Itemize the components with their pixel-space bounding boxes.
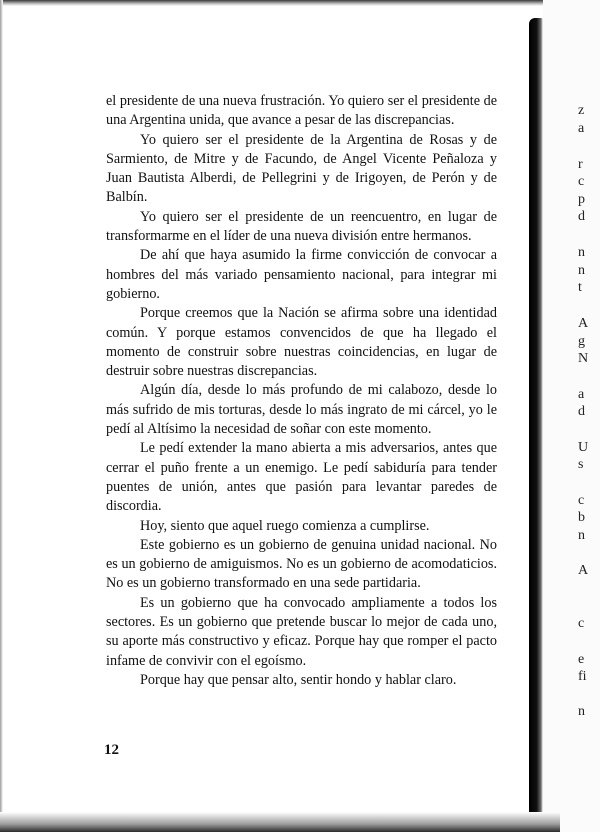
next-page-letter: n [578, 245, 585, 260]
next-page-letter: A [578, 563, 589, 578]
paragraph: Porque creemos que la Nación se afirma sobre una identidad común. Y porque estamos convencidos de que ha llegado el momento de construir sobre nuestras coincidencias, en lugar de destruir sobre nuestras discrepancias. [106, 305, 497, 380]
next-page-letter: n [578, 528, 585, 543]
next-page-letter: r [578, 157, 583, 172]
page-number: 12 [104, 742, 119, 758]
next-page-letter: n [578, 704, 585, 719]
book-gutter-shadow [529, 18, 543, 820]
paragraph: Algún día, desde lo más profundo de mi calabozo, desde lo más sufrido de mis torturas, desde lo más ingrato de mi cárcel, yo le pedí al Altísimo la necesidad de soñar con este momento. [106, 382, 497, 438]
next-page-letter: fi [578, 669, 587, 684]
paragraph: Hoy, siento que aquel ruego comienza a cumplirse. [140, 517, 430, 534]
next-page-letter: U [578, 440, 589, 455]
next-page-letter: N [578, 351, 589, 366]
paragraph: el presidente de una nueva frustración. Yo quiero ser el presidente de una Argentina unida, que avance a pesar de las discrepancias. [106, 93, 497, 129]
paragraph: Yo quiero ser el presidente de la Argentina de Rosas y de Sarmiento, de Mitre y de Facundo, de Angel Vicente Peñaloza y Juan Bautista Alberdi, de Pellegrini y de Irigoyen, de Perón y de Balbín. [106, 131, 497, 206]
next-page-letter: a [578, 121, 585, 136]
paragraph: Porque hay que pensar alto, sentir hondo y hablar claro. [140, 671, 457, 688]
next-page-letter: t [578, 280, 582, 295]
next-page-letter: z [578, 103, 585, 118]
next-page-letter: e [578, 652, 585, 667]
next-page-letter: b [578, 510, 585, 525]
next-page-edge [543, 0, 600, 832]
paragraph: Yo quiero ser el presidente de un reencuentro, en lugar de transformarme en el líder de una nueva división entre hermanos. [106, 208, 497, 245]
scan-shadow-top [0, 0, 560, 6]
paragraph: De ahí que haya asumido la firme convicción de convocar a hombres del más variado pensamiento nacional, para integrar mi gobierno. [106, 247, 497, 302]
next-page-letter: c [578, 174, 585, 189]
next-page-letter: d [578, 404, 585, 419]
next-page-letter: s [578, 457, 584, 472]
next-page-letter: a [578, 387, 585, 402]
paragraph: Es un gobierno que ha convocado ampliamente a todos los sectores. Es un gobierno que pretende buscar lo mejor de cada uno, su aporte más constructivo y eficaz. Porque hay que romper el pacto infame de convivir con el egoísmo. [106, 594, 497, 669]
book-page-text [106, 92, 497, 690]
next-page-letter: c [578, 493, 585, 508]
next-page-letter: A [578, 316, 589, 331]
scan-shadow-left [0, 0, 3, 832]
paragraph: Este gobierno es un gobierno de genuina unidad nacional. No es un gobierno de amiguismos. No es un gobierno de acomodaticios. No es un gobierno transformado en una sede partidaria. [106, 536, 497, 592]
next-page-letter: n [578, 263, 585, 278]
next-page-letter: c [578, 616, 585, 631]
scan-shadow-bottom [0, 812, 560, 832]
next-page-letter: p [578, 192, 585, 207]
next-page-letter: d [578, 209, 585, 224]
next-page-letter: g [578, 334, 585, 349]
paragraph: Le pedí extender la mano abierta a mis adversarios, antes que cerrar el puño frente a un enemigo. Le pedí sabiduría para tender puentes de unión, antes que pasión para levantar paredes de discordia. [106, 440, 497, 515]
